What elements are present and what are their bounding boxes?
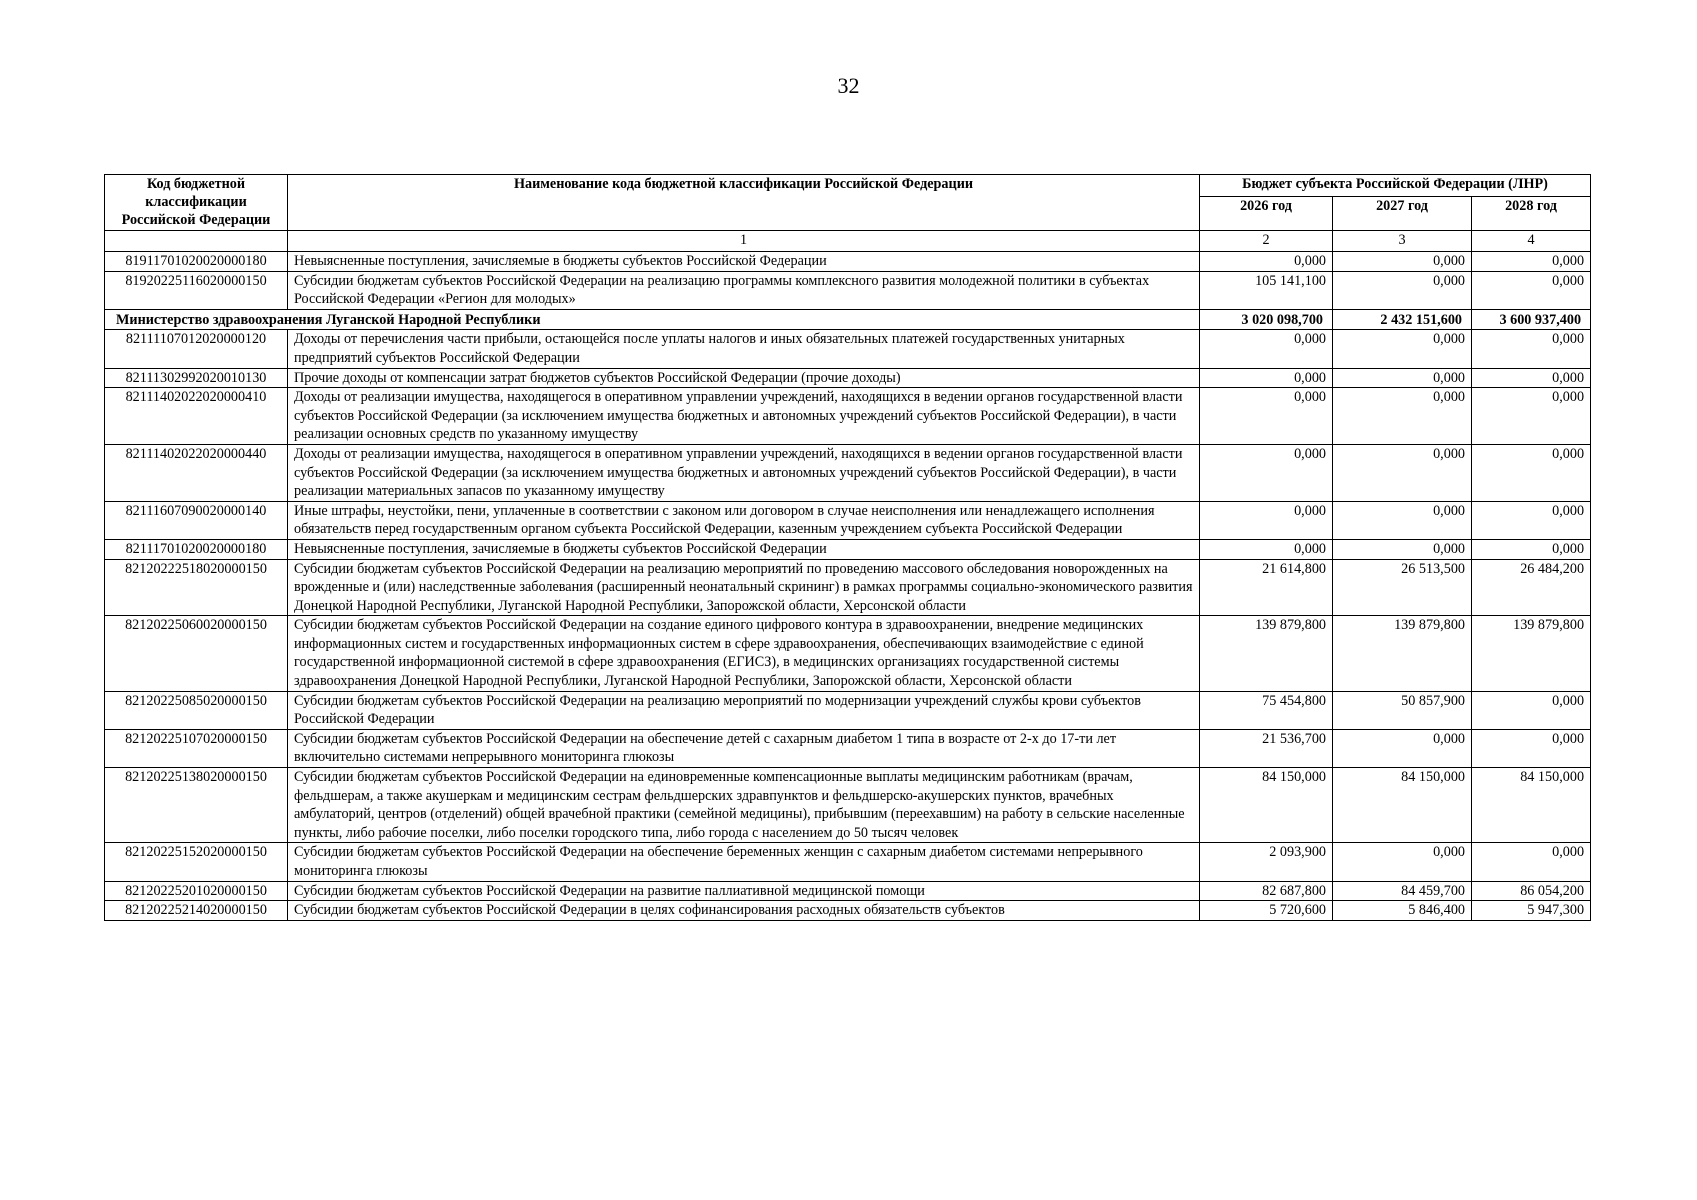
amount-2027: 0,000 — [1333, 388, 1472, 445]
amount-2027: 0,000 — [1333, 729, 1472, 767]
section-row — [105, 309, 1591, 330]
budget-table — [104, 174, 1591, 921]
table-body — [105, 231, 1591, 921]
amount-2027: 0,000 — [1333, 444, 1472, 501]
budget-code: 82111402022020000440 — [105, 444, 288, 501]
table-row — [105, 539, 1591, 559]
header-code: Код бюджетной классификации Российской Федерации — [105, 175, 288, 231]
amount-2027: 84 459,700 — [1333, 881, 1472, 901]
amount-2028: 0,000 — [1472, 271, 1591, 309]
amount-2026: 139 879,800 — [1200, 616, 1333, 691]
amount-2028: 0,000 — [1472, 368, 1591, 388]
amount-2028: 0,000 — [1472, 330, 1591, 368]
budget-code: 82120222518020000150 — [105, 559, 288, 616]
code-description: Доходы от реализации имущества, находящегося в оперативном управлении учреждений, находящихся в ведении органов государственной власти субъектов Российской Федерации (за исключением имущества бюджетных и автономных учреждений субъектов Российской Федерации), в части реализации основных средств по указанному имуществу — [288, 388, 1200, 445]
amount-2027: 0,000 — [1333, 330, 1472, 368]
table-row — [105, 271, 1591, 309]
amount-2028: 0,000 — [1472, 388, 1591, 445]
table-row — [105, 616, 1591, 691]
amount-2026: 0,000 — [1200, 388, 1333, 445]
header-name: Наименование кода бюджетной классификации Российской Федерации — [288, 175, 1200, 231]
amount-2026: 0,000 — [1200, 539, 1333, 559]
amount-2028: 84 150,000 — [1472, 768, 1591, 843]
budget-code: 82111302992020010130 — [105, 368, 288, 388]
code-description: Субсидии бюджетам субъектов Российской Федерации на создание единого цифрового контура в здравоохранении, внедрение медицинских информационных систем и государственных информационных систем в сфере здравоохранения, обеспечивающих взаимодействие с единой государственной информационной системой в сфере здравоохранения (ЕГИСЗ), в медицинских организациях государственной системы здравоохранения Донецкой Народной Республики, Луганской Народной Республики, Запорожской области, Херсонской области — [288, 616, 1200, 691]
amount-2027: 26 513,500 — [1333, 559, 1472, 616]
amount-2027: 5 846,400 — [1333, 901, 1472, 921]
table-row — [105, 368, 1591, 388]
column-number-code — [105, 231, 288, 252]
amount-2028: 86 054,200 — [1472, 881, 1591, 901]
budget-code: 82120225060020000150 — [105, 616, 288, 691]
table-row — [105, 559, 1591, 616]
budget-code: 82120225152020000150 — [105, 843, 288, 881]
table-row — [105, 388, 1591, 445]
table-row — [105, 881, 1591, 901]
amount-2027: 0,000 — [1333, 501, 1472, 539]
code-description: Прочие доходы от компенсации затрат бюджетов субъектов Российской Федерации (прочие доходы) — [288, 368, 1200, 388]
table-row — [105, 501, 1591, 539]
amount-2027: 0,000 — [1333, 843, 1472, 881]
amount-2026: 21 614,800 — [1200, 559, 1333, 616]
budget-code: 82111701020020000180 — [105, 539, 288, 559]
amount-2026: 0,000 — [1200, 444, 1333, 501]
amount-2028: 0,000 — [1472, 691, 1591, 729]
budget-code: 82111607090020000140 — [105, 501, 288, 539]
amount-2026: 0,000 — [1200, 252, 1333, 272]
header-budget: Бюджет субъекта Российской Федерации (ЛНР) — [1200, 175, 1591, 197]
table-row — [105, 901, 1591, 921]
amount-2028: 5 947,300 — [1472, 901, 1591, 921]
table-row — [105, 444, 1591, 501]
table-row — [105, 768, 1591, 843]
amount-2027: 0,000 — [1333, 271, 1472, 309]
budget-code: 82111107012020000120 — [105, 330, 288, 368]
code-description: Субсидии бюджетам субъектов Российской Федерации на обеспечение детей с сахарным диабетом 1 типа в возрасте от 2-х до 17-ти лет включительно системами непрерывного мониторинга глюкозы — [288, 729, 1200, 767]
budget-code: 81911701020020000180 — [105, 252, 288, 272]
code-description: Доходы от реализации имущества, находящегося в оперативном управлении учреждений, находящихся в ведении органов государственной власти субъектов Российской Федерации (за исключением имущества бюджетных и автономных учреждений субъектов Российской Федерации), в части реализации материальных запасов по указанному имуществу — [288, 444, 1200, 501]
amount-2028: 0,000 — [1472, 729, 1591, 767]
budget-code: 82111402022020000410 — [105, 388, 288, 445]
amount-2026: 0,000 — [1200, 368, 1333, 388]
code-description: Иные штрафы, неустойки, пени, уплаченные в соответствии с законом или договором в случае неисполнения или ненадлежащего исполнения обязательств перед государственным органом субъекта Российской Федерации, казенным учреждением субъекта Российской Федерации — [288, 501, 1200, 539]
amount-2028: 0,000 — [1472, 843, 1591, 881]
amount-2027: 0,000 — [1333, 539, 1472, 559]
code-description: Субсидии бюджетам субъектов Российской Федерации на развитие паллиативной медицинской помощи — [288, 881, 1200, 901]
code-description: Субсидии бюджетам субъектов Российской Федерации на единовременные компенсационные выплаты медицинским работникам (врачам, фельдшерам, а также акушеркам и медицинским сестрам фельдшерских здравпунктов и фельдшерско-акушерских пунктов, врачебных амбулаторий, центров (отделений) общей врачебной практики (семейной медицины), прибывшим (переехавшим) на работу в сельские населенные пункты, либо рабочие поселки, либо поселки городского типа, либо города с населением до 50 тысяч человек — [288, 768, 1200, 843]
page-number: 32 — [837, 73, 860, 98]
column-number-row — [105, 231, 1591, 252]
amount-2028: 0,000 — [1472, 501, 1591, 539]
table-row — [105, 843, 1591, 881]
amount-2028: 26 484,200 — [1472, 559, 1591, 616]
code-description: Субсидии бюджетам субъектов Российской Федерации на реализацию программы комплексного развития молодежной политики в субъектах Российской Федерации «Регион для молодых» — [288, 271, 1200, 309]
code-description: Невыясненные поступления, зачисляемые в бюджеты субъектов Российской Федерации — [288, 252, 1200, 272]
amount-2028: 0,000 — [1472, 252, 1591, 272]
amount-2026: 5 720,600 — [1200, 901, 1333, 921]
amount-2028: 0,000 — [1472, 444, 1591, 501]
amount-2028: 0,000 — [1472, 539, 1591, 559]
amount-2027: 50 857,900 — [1333, 691, 1472, 729]
amount-2027: 139 879,800 — [1333, 616, 1472, 691]
amount-2027: 2 432 151,600 — [1333, 309, 1472, 330]
amount-2026: 0,000 — [1200, 330, 1333, 368]
amount-2027: 0,000 — [1333, 252, 1472, 272]
budget-code: 81920225116020000150 — [105, 271, 288, 309]
section-title: Министерство здравоохранения Луганской Народной Республики — [105, 309, 1200, 330]
column-number: 3 — [1333, 231, 1472, 252]
budget-code: 82120225107020000150 — [105, 729, 288, 767]
header-year-2027: 2027 год — [1333, 197, 1472, 231]
column-number: 1 — [288, 231, 1200, 252]
budget-code: 82120225138020000150 — [105, 768, 288, 843]
amount-2027: 84 150,000 — [1333, 768, 1472, 843]
budget-code: 82120225214020000150 — [105, 901, 288, 921]
table-row — [105, 330, 1591, 368]
table-row — [105, 729, 1591, 767]
amount-2027: 0,000 — [1333, 368, 1472, 388]
code-description: Субсидии бюджетам субъектов Российской Федерации на реализацию мероприятий по проведению массового обследования новорожденных на врожденные и (или) наследственные заболевания (расширенный неонатальный скрининг) в рамках программы социально-экономического развития Донецкой Народной Республики, Луганской Народной Республики, Запорожской области, Херсонской области — [288, 559, 1200, 616]
table-row — [105, 252, 1591, 272]
amount-2026: 82 687,800 — [1200, 881, 1333, 901]
code-description: Невыясненные поступления, зачисляемые в бюджеты субъектов Российской Федерации — [288, 539, 1200, 559]
amount-2028: 3 600 937,400 — [1472, 309, 1591, 330]
amount-2026: 0,000 — [1200, 501, 1333, 539]
column-number: 4 — [1472, 231, 1591, 252]
code-description: Субсидии бюджетам субъектов Российской Федерации на обеспечение беременных женщин с сахарным диабетом системами непрерывного мониторинга глюкозы — [288, 843, 1200, 881]
amount-2026: 75 454,800 — [1200, 691, 1333, 729]
header-year-2028: 2028 год — [1472, 197, 1591, 231]
amount-2028: 139 879,800 — [1472, 616, 1591, 691]
header-year-2026: 2026 год — [1200, 197, 1333, 231]
table-row — [105, 691, 1591, 729]
code-description: Доходы от перечисления части прибыли, остающейся после уплаты налогов и иных обязательных платежей государственных унитарных предприятий субъектов Российской Федерации — [288, 330, 1200, 368]
code-description: Субсидии бюджетам субъектов Российской Федерации в целях софинансирования расходных обязательств субъектов — [288, 901, 1200, 921]
amount-2026: 3 020 098,700 — [1200, 309, 1333, 330]
column-number: 2 — [1200, 231, 1333, 252]
amount-2026: 21 536,700 — [1200, 729, 1333, 767]
code-description: Субсидии бюджетам субъектов Российской Федерации на реализацию мероприятий по модернизации учреждений службы крови субъектов Российской Федерации — [288, 691, 1200, 729]
budget-code: 82120225201020000150 — [105, 881, 288, 901]
budget-code: 82120225085020000150 — [105, 691, 288, 729]
amount-2026: 105 141,100 — [1200, 271, 1333, 309]
amount-2026: 2 093,900 — [1200, 843, 1333, 881]
amount-2026: 84 150,000 — [1200, 768, 1333, 843]
